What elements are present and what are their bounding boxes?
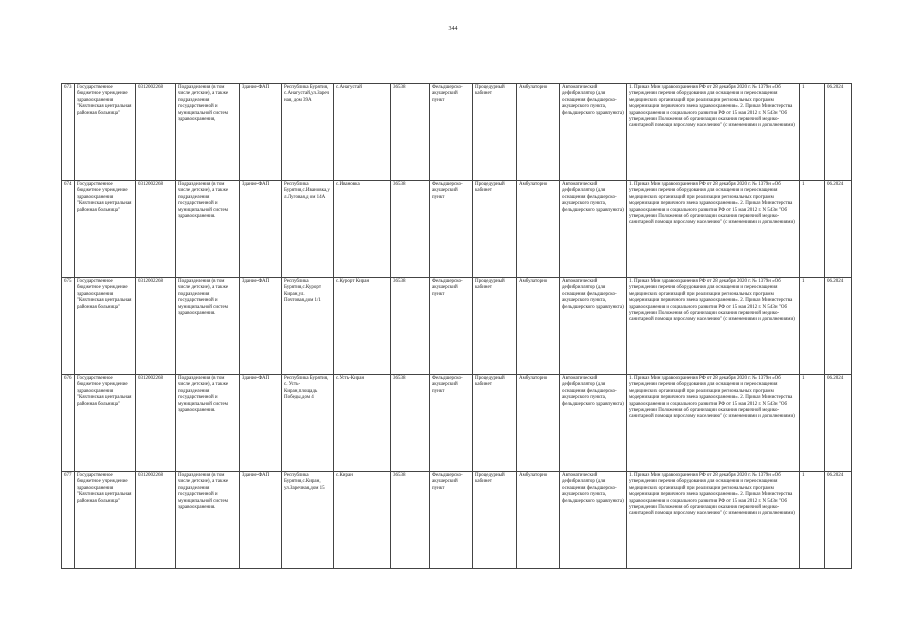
cell-address: Республика Бурятия, с.Анагустай,ул.Заречная, дом 39А [282, 84, 334, 181]
cell-org: Государственное бюджетное учреждение здравоохранения "Кяхтинская центральная районная больница" [75, 472, 136, 569]
cell-basis: 1. Приказ Мин здравоохранения РФ от 28 декабря 2020 г. № 1379н «Об утверждении перечня оборудования для оснащения и переоснащения медицинских организаций при реализации региональных программ модернизации первичного звена здравоохранения». 2. Приказ Министерства здравоохранения и социального развития РФ от 15 мая 2012 г. N 543н "Об утверждении Положения об организации оказания первичной медико-санитарной помощи взрослому населению" (с изменениями и дополнениями) [627, 472, 800, 569]
cell-care: Амбулаторно [517, 84, 560, 181]
cell-address: Республика Бурятия,с.Курорт Киран,ул. Почтовая,дом 1/1 [282, 278, 334, 375]
cell-inn: 0312002268 [136, 375, 176, 472]
cell-unit-type: Здание-ФАП [240, 472, 282, 569]
cell-division: Подразделения (в том числе детские), а также подразделения государственной и муниципальной систем здравоохранения. [176, 278, 240, 375]
cell-n: 674 [62, 181, 75, 278]
cell-unit-type: Здание-ФАП [240, 84, 282, 181]
cell-equipment: Автоматический дефибриллятор (для оснащения фельдшерско-акушерского пункта, фельдшерского здравпункта) [560, 375, 627, 472]
cell-qty: 1 [800, 84, 825, 181]
cell-settlement: с.Киран [334, 472, 391, 569]
table-row [62, 181, 852, 278]
cell-equipment: Автоматический дефибриллятор (для оснащения фельдшерско-акушерского пункта, фельдшерского здравпункта) [560, 181, 627, 278]
cell-org: Государственное бюджетное учреждение здравоохранения "Кяхтинская центральная районная больница" [75, 278, 136, 375]
cell-org: Государственное бюджетное учреждение здравоохранения "Кяхтинская центральная районная больница" [75, 181, 136, 278]
cell-basis: 1. Приказ Мин здравоохранения РФ от 28 декабря 2020 г. № 1379н «Об утверждении перечня оборудования для оснащения и переоснащения медицинских организаций при реализации региональных программ модернизации первичного звена здравоохранения». 2. Приказ Министерства здравоохранения и социального развития РФ от 15 мая 2012 г. N 543н "Об утверждении Положения об организации оказания первичной медико-санитарной помощи взрослому населению" (с изменениями и дополнениями) [627, 375, 800, 472]
cell-equipment: Автоматический дефибриллятор (для оснащения фельдшерско-акушерского пункта, фельдшерского здравпункта) [560, 278, 627, 375]
cell-facility: Фельдшерско-акушерский пункт [430, 84, 473, 181]
cell-org: Государственное бюджетное учреждение здравоохранения "Кяхтинская центральная районная больница" [75, 375, 136, 472]
table-row [62, 472, 852, 569]
cell-division: Подразделения (в том числе детские), а также подразделения государственной и муниципальной систем здравоохранения, [176, 84, 240, 181]
cell-equipment: Автоматический дефибриллятор (для оснащения фельдшерско-акушерского пункта, фельдшерского здравпункта) [560, 84, 627, 181]
cell-date: 06.2024 [825, 472, 852, 569]
cell-code: 36538 [391, 278, 430, 375]
cell-settlement: с.Ивановка [334, 181, 391, 278]
cell-date: 06.2024 [825, 278, 852, 375]
cell-qty: 1 [800, 181, 825, 278]
cell-basis: 1. Приказ Мин здравоохранения РФ от 28 декабря 2020 г. № 1379н «Об утверждении перечня оборудования для оснащения и переоснащения медицинских организаций при реализации региональных программ модернизации первичного звена здравоохранения». 2. Приказ Министерства здравоохранения и социального развития РФ от 15 мая 2012 г. N 543н "Об утверждении Положения об организации оказания первичной медико-санитарной помощи взрослому населению" (с изменениями и дополнениями) [627, 84, 800, 181]
cell-address: Республика Бурятия, с. Усть-Киран,площадь Победы,дом 4 [282, 375, 334, 472]
cell-code: 36538 [391, 84, 430, 181]
page-number: 344 [448, 26, 458, 32]
cell-code: 36538 [391, 181, 430, 278]
cell-inn: 0312002268 [136, 181, 176, 278]
cell-facility: Фельдшерско-акушерский пункт [430, 472, 473, 569]
table-row [62, 278, 852, 375]
cell-qty: 1 [800, 278, 825, 375]
cell-facility: Фельдшерско-акушерский пункт [430, 181, 473, 278]
cell-settlement: с.Усть-Киран [334, 375, 391, 472]
cell-equipment: Автоматический дефибриллятор (для оснащения фельдшерско-акушерского пункта, фельдшерского здравпункта) [560, 472, 627, 569]
cell-settlement: с.Курорт Киран [334, 278, 391, 375]
cell-date: 06.2024 [825, 181, 852, 278]
cell-qty: 1 [800, 472, 825, 569]
cell-basis: 1. Приказ Мин здравоохранения РФ от 28 декабря 2020 г. № 1379н «Об утверждении перечня оборудования для оснащения и переоснащения медицинских организаций при реализации региональных программ модернизации первичного звена здравоохранения». 2. Приказ Министерства здравоохранения и социального развития РФ от 15 мая 2012 г. N 543н "Об утверждении Положения об организации оказания первичной медико-санитарной помощи взрослому населению" (с изменениями и дополнениями) [627, 278, 800, 375]
cell-date: 06.2024 [825, 375, 852, 472]
table-row [62, 375, 852, 472]
equipment-registry-table [61, 83, 852, 569]
cell-facility: Фельдшерско-акушерский пункт [430, 375, 473, 472]
cell-room: Процедурный кабинет [473, 84, 517, 181]
cell-division: Подразделения (в том числе детские), а также подразделения государственной и муниципальной систем здравоохранения. [176, 472, 240, 569]
cell-room: Процедурный кабинет [473, 181, 517, 278]
cell-code: 36538 [391, 472, 430, 569]
cell-address: Республика Бурятия,с.Ивановка,ул.Луговая,д ом 14А [282, 181, 334, 278]
cell-care: Амбулаторно [517, 472, 560, 569]
cell-care: Амбулаторно [517, 278, 560, 375]
cell-date: 06.2024 [825, 84, 852, 181]
cell-inn: 0312002268 [136, 278, 176, 375]
cell-n: 675 [62, 278, 75, 375]
cell-division: Подразделения (в том числе детские), а также подразделения государственной и муниципальной систем здравоохранения. [176, 181, 240, 278]
cell-unit-type: Здание-ФАП [240, 278, 282, 375]
cell-division: Подразделения (в том числе детские), а также подразделения государственной и муниципальной систем здравоохранения. [176, 375, 240, 472]
cell-unit-type: Здание-ФАП [240, 375, 282, 472]
cell-settlement: с.Анагустай [334, 84, 391, 181]
cell-room: Процедурный кабинет [473, 278, 517, 375]
cell-n: 673 [62, 84, 75, 181]
cell-code: 36538 [391, 375, 430, 472]
table-row [62, 84, 852, 181]
cell-facility: Фельдшерско-акушерский пункт [430, 278, 473, 375]
cell-inn: 0312002268 [136, 472, 176, 569]
cell-address: Республика Бурятия,с.Киран, ул.Заречная,дом 15 [282, 472, 334, 569]
cell-n: 677 [62, 472, 75, 569]
cell-care: Амбулаторно [517, 181, 560, 278]
cell-room: Процедурный кабинет [473, 375, 517, 472]
cell-care: Амбулаторно [517, 375, 560, 472]
cell-qty: 1 [800, 375, 825, 472]
cell-org: Государственное бюджетное учреждение здравоохранения "Кяхтинская центральная районная больница" [75, 84, 136, 181]
cell-room: Процедурный кабинет [473, 472, 517, 569]
cell-inn: 0312002268 [136, 84, 176, 181]
cell-basis: 1. Приказ Мин здравоохранения РФ от 28 декабря 2020 г. № 1379н «Об утверждении перечня оборудования для оснащения и переоснащения медицинских организаций при реализации региональных программ модернизации первичного звена здравоохранения». 2. Приказ Министерства здравоохранения и социального развития РФ от 15 мая 2012 г. N 543н "Об утверждении Положения об организации оказания первичной медико-санитарной помощи взрослому населению" (с изменениями и дополнениями) [627, 181, 800, 278]
cell-unit-type: Здание-ФАП [240, 181, 282, 278]
cell-n: 676 [62, 375, 75, 472]
